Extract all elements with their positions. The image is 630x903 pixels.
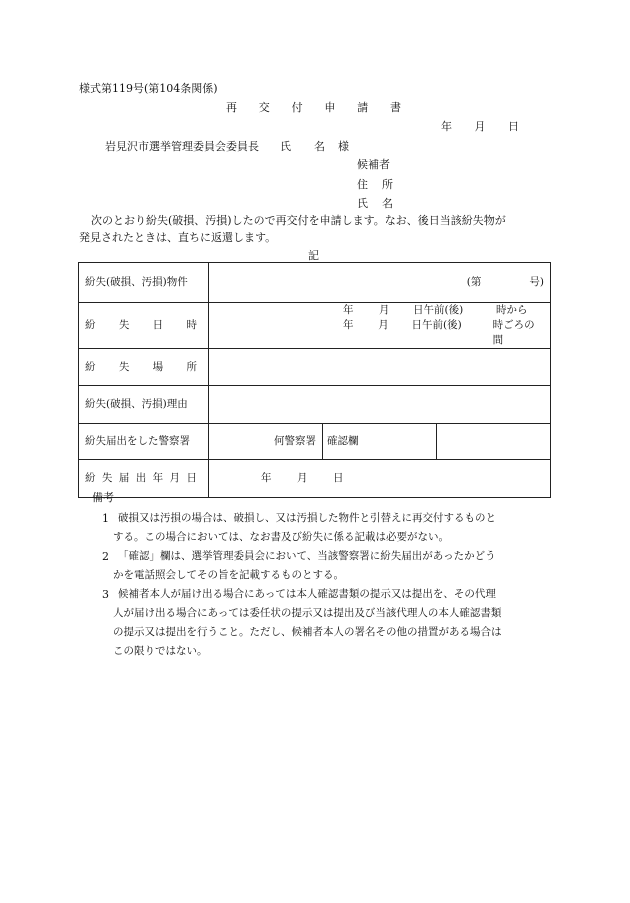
remarks-heading: 備考 <box>92 491 114 504</box>
remark-1-line-2: する。この場合においては、なお書及び紛失に係る記載は必要がない。 <box>113 531 449 543</box>
confirm-label: 確認欄 <box>323 424 437 460</box>
datetime-value-cell[interactable]: 年 月 日午前(後) 時から 年 月 日午前(後) 時ごろの間 <box>209 303 551 349</box>
remark-3-line-3: の提示又は提出を行うこと。ただし、候補者本人の署名その他の措置がある場合は <box>113 626 502 638</box>
table-row <box>79 349 551 386</box>
police-label: 紛失届出をした警察署 <box>79 424 209 460</box>
table-row <box>79 263 551 303</box>
page-title-char: 付 <box>291 101 303 114</box>
form-number: 様式第119号(第104条関係) <box>79 82 218 95</box>
applicant-role: 候補者 <box>357 158 390 171</box>
remark-number-3: 3 <box>102 588 109 601</box>
ki-mark: 記 <box>308 249 319 262</box>
reason-label: 紛失(破損、汚損)理由 <box>79 386 209 424</box>
table-row <box>79 386 551 424</box>
confirm-value-cell[interactable] <box>437 424 551 460</box>
place-value-cell[interactable] <box>209 349 551 386</box>
page-title <box>226 101 401 114</box>
body-text-line-2: 発見されたときは、直ちに返還します。 <box>79 231 277 244</box>
page-title-char: 再 <box>226 101 237 114</box>
page-title-char: 交 <box>258 101 270 114</box>
remark-1-line-1: 破損又は汚損の場合は、破損し、又は汚損した物件と引替えに再交付するものと <box>118 512 496 524</box>
report-date-value-cell[interactable]: 年 月 日 <box>209 460 551 498</box>
remark-number-2: 2 <box>102 550 109 563</box>
reason-value-cell[interactable] <box>209 386 551 424</box>
item-value-cell[interactable]: (第 号) <box>209 263 551 303</box>
page-title-char: 書 <box>389 101 401 114</box>
remark-3-line-1: 候補者本人が届け出る場合にあっては本人確認書類の提示又は提出を、その代理 <box>118 588 496 600</box>
police-value[interactable]: 何警察署 <box>209 424 323 460</box>
table-row <box>79 303 551 349</box>
application-table <box>78 262 551 498</box>
report-date-label: 紛 失 届 出 年 月 日 <box>79 460 209 498</box>
addressee: 岩見沢市選挙管理委員会委員長 氏 名 様 <box>105 140 349 153</box>
remark-2-line-2: かを電話照会してその旨を記載するものとする。 <box>113 569 344 581</box>
page-title-char: 申 <box>324 101 336 114</box>
remark-number-1: 1 <box>102 512 109 525</box>
remark-2-line-1: 「確認」欄は、選挙管理委員会において、当該警察署に紛失届出があったかどう <box>118 550 496 562</box>
table-row <box>79 460 551 498</box>
remark-3-line-4: この限りではない。 <box>113 645 208 657</box>
item-label: 紛失(破損、汚損)物件 <box>79 263 209 303</box>
place-label: 紛 失 場 所 <box>79 349 209 386</box>
applicant-name-label: 氏 名 <box>357 197 393 210</box>
datetime-label: 紛 失 日 時 <box>79 303 209 349</box>
body-text-line-1: 次のとおり紛失(破損、汚損)したので再交付を申請します。なお、後日当該紛失物が <box>91 214 506 227</box>
applicant-address-label: 住 所 <box>357 178 393 191</box>
remark-3-line-2: 人が届け出る場合にあっては委任状の提示又は提出及び当該代理人の本人確認書類 <box>113 607 502 619</box>
date-line: 年 月 日 <box>441 120 519 133</box>
table-row <box>79 424 551 460</box>
page-title-char: 請 <box>357 101 369 114</box>
